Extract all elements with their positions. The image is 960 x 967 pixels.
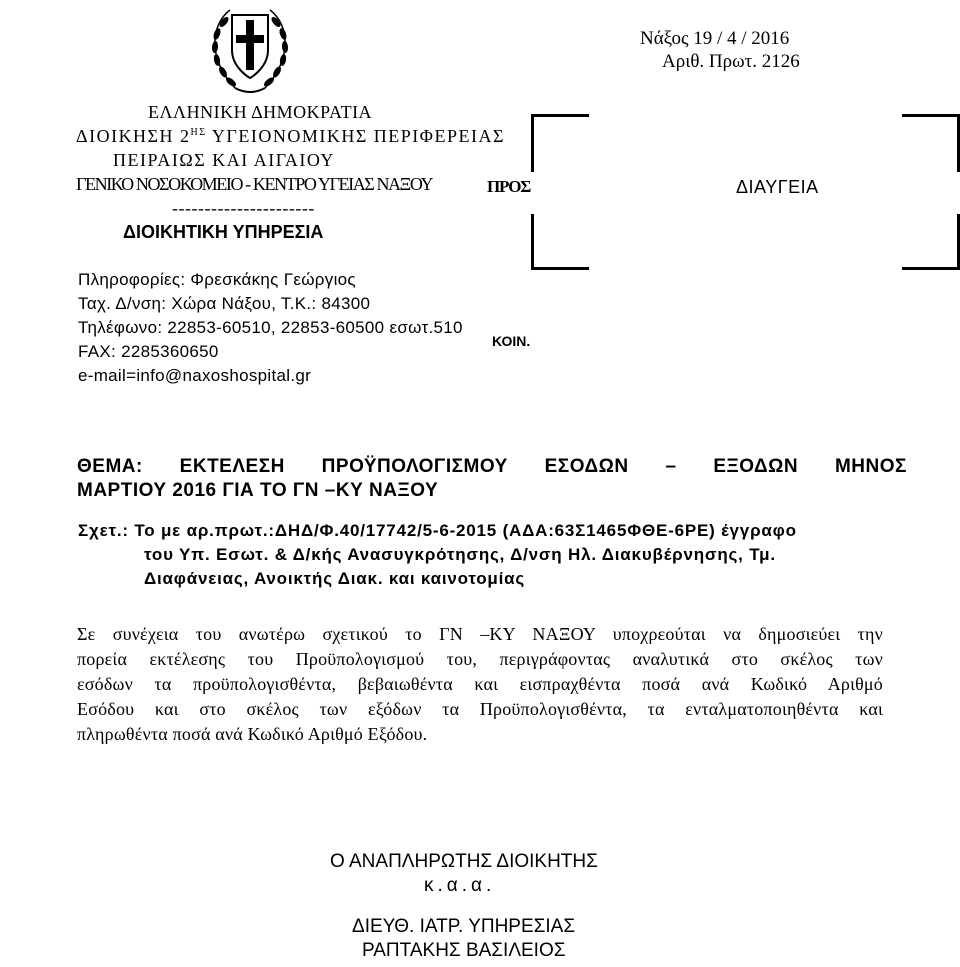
info-email: e-mail=info@naxoshospital.gr <box>78 366 312 385</box>
info-fax: FAX: 2285360650 <box>78 342 219 361</box>
subject-line-1: ΘΕΜΑ: ΕΚΤΕΛΕΣΗ ΠΡΟΫΠΟΛΟΓΙΣΜΟΥ ΕΣΟΔΩΝ – ΕΞΟΔΩΝ ΜΗΝΟΣ <box>77 456 907 477</box>
body-line: πληρωθέντα ποσά ανά Κωδικό Αριθμό Εξόδου. <box>77 724 428 744</box>
address-bracket-top-left <box>531 114 589 172</box>
address-bracket-bottom-right <box>902 214 960 270</box>
signature-name: ΡΑΠΤΑΚΗΣ ΒΑΣΙΛΕΙΟΣ <box>362 940 566 961</box>
body-line: Εσόδου και στο σκέλος των εξόδων τα Προϋπολογισθέντα, τα ενταλματοποιηθέντα και <box>77 699 883 719</box>
header-health-region: ΔΙΟΙΚΗΣΗ $2^{H\Sigma}$ ΥΓΕΙΟΝΟΜΙΚΗΣ ΠΕΡΙΦΕΡΕΙΑΣ <box>76 126 505 146</box>
reference-line-2: του Υπ. Εσωτ. & Δ/κής Ανασυγκρότησης, Δ/νση Ηλ. Διακυβέρνησης, Τμ. <box>144 545 776 564</box>
recipient-value: ΔΙΑΥΓΕΙΑ <box>736 177 819 197</box>
header-republic: ΕΛΛΗΝΙΚΗ ΔΗΜΟΚΡΑΤΙΑ <box>148 102 373 122</box>
body-line: εσόδων τα προϋπολογισθέντα, βεβαιωθέντα και εισπραχθέντα ποσά ανά Κωδικό Αριθμό <box>77 674 883 694</box>
header-divider: ---------------------- <box>172 198 315 218</box>
address-bracket-bottom-left <box>531 214 589 270</box>
info-contact: Πληροφορίες: Φρεσκάκης Γεώργιος <box>78 270 356 289</box>
header-hospital: ΓΕΝΙΚΟ ΝΟΣΟΚΟΜΕΙΟ - ΚΕΝΤΡΟ ΥΓΕΙΑΣ ΝΑΞΟΥ <box>76 174 433 194</box>
signature-role: ΔΙΕΥΘ. ΙΑΤΡ. ΥΠΗΡΕΣΙΑΣ <box>352 916 576 937</box>
signature-title: Ο ΑΝΑΠΛΗΡΩΤΗΣ ΔΙΟΙΚΗΤΗΣ <box>330 851 598 872</box>
recipient-label: ΠΡΟΣ <box>487 177 531 196</box>
protocol-number: Αριθ. Πρωτ. 2126 <box>662 51 800 72</box>
signature-abbrev: κ.α.α. <box>424 875 496 896</box>
document-date: Νάξος 19 / 4 / 2016 <box>640 28 790 49</box>
subject-line-2: ΜΑΡΤΙΟΥ 2016 ΓΙΑ ΤΟ ΓΝ –ΚΥ ΝΑΞΟΥ <box>77 480 439 501</box>
reference-line-3: Διαφάνειας, Ανοικτής Διακ. και καινοτομίας <box>144 569 526 588</box>
body-paragraph <box>77 622 883 747</box>
greek-coat-of-arms-icon <box>190 0 310 100</box>
header-service: ΔΙΟΙΚΗΤΙΚΗ ΥΠΗΡΕΣΙΑ <box>123 222 324 242</box>
info-phone: Τηλέφωνο: 22853-60510, 22853-60500 εσωτ.510 <box>78 318 463 337</box>
header-region-name: ΠΕΙΡΑΙΩΣ ΚΑΙ ΑΙΓΑΙΟΥ <box>113 150 335 170</box>
body-line: Σε συνέχεια του ανωτέρω σχετικού το ΓΝ –ΚΥ ΝΑΞΟΥ υποχρεούται να δημοσιεύει την <box>77 624 883 644</box>
cc-label: ΚΟΙΝ. <box>492 333 531 349</box>
reference-line-1: Σχετ.: Το με αρ.πρωτ.:ΔΗΔ/Φ.40/17742/5-6-2015 (ΑΔΑ:63Σ1465ΦΘΕ-6ΡΕ) έγγραφο <box>78 521 797 540</box>
body-line: πορεία εκτέλεσης του Προϋπολογισμού του, περιγράφοντας αναλυτικά στο σκέλος των <box>77 649 883 669</box>
info-address: Ταχ. Δ/νση: Χώρα Νάξου, Τ.Κ.: 84300 <box>78 294 371 313</box>
address-bracket-top-right <box>902 114 960 172</box>
subject <box>77 455 907 503</box>
